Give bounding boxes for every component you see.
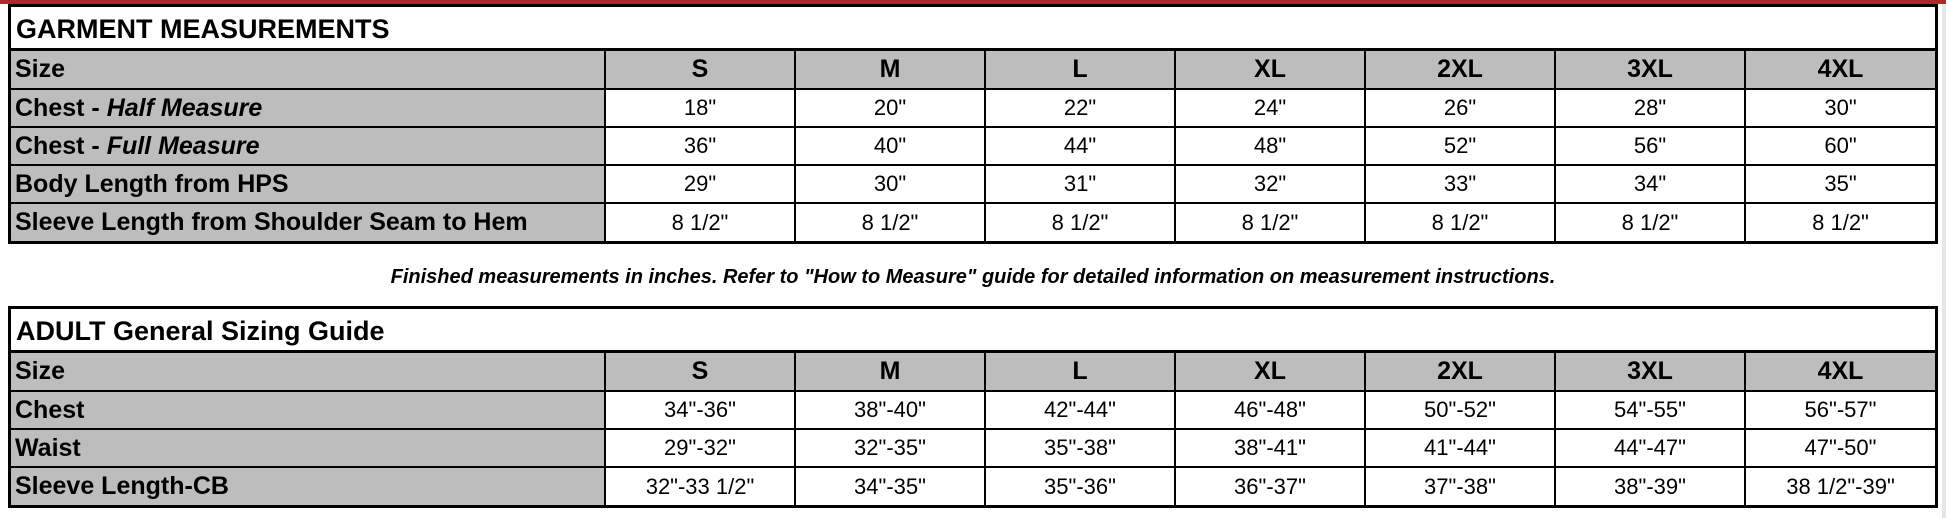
table-row (11, 391, 1935, 429)
table-cell: 29"-32" (605, 429, 795, 467)
table-row (11, 467, 1935, 505)
table-row (11, 203, 1935, 241)
garment-size-2xl: 2XL (1365, 51, 1555, 89)
adult-size-header-row (11, 353, 1935, 391)
row-label-text: Chest - (15, 93, 107, 122)
measurement-note: Finished measurements in inches. Refer to "How to Measure" guide for detailed information on measurement instructions. (390, 266, 1556, 288)
table-cell: 35"-36" (985, 467, 1175, 505)
garment-size-4xl: 4XL (1745, 51, 1935, 89)
table-cell: 32"-35" (795, 429, 985, 467)
garment-size-s: S (605, 51, 795, 89)
row-label-sleeve-length-cb: Sleeve Length-CB (11, 467, 605, 505)
adult-sizing-guide-table (8, 306, 1938, 508)
row-label-chest: Chest (11, 391, 605, 429)
table-cell: 33" (1365, 165, 1555, 203)
row-label-body-length: Body Length from HPS (11, 165, 605, 203)
table-cell: 26" (1365, 89, 1555, 127)
garment-size-3xl: 3XL (1555, 51, 1745, 89)
table-cell: 20" (795, 89, 985, 127)
table-cell: 30" (1745, 89, 1935, 127)
adult-size-l: L (985, 353, 1175, 391)
table-cell: 8 1/2" (605, 203, 795, 241)
table-cell: 8 1/2" (1745, 203, 1935, 241)
table-cell: 46"-48" (1175, 391, 1365, 429)
table-cell: 60" (1745, 127, 1935, 165)
adult-size-3xl: 3XL (1555, 353, 1745, 391)
garment-size-xl: XL (1175, 51, 1365, 89)
table-cell: 40" (795, 127, 985, 165)
garment-size-label: Size (11, 51, 605, 89)
table-cell: 32"-33 1/2" (605, 467, 795, 505)
row-label-sleeve-length: Sleeve Length from Shoulder Seam to Hem (11, 203, 605, 241)
table-cell: 38"-41" (1175, 429, 1365, 467)
adult-size-m: M (795, 353, 985, 391)
table-cell: 44"-47" (1555, 429, 1745, 467)
table-cell: 29" (605, 165, 795, 203)
table-cell: 37"-38" (1365, 467, 1555, 505)
table-cell: 8 1/2" (985, 203, 1175, 241)
row-label-emphasis: Full Measure (106, 131, 260, 160)
adult-size-2xl: 2XL (1365, 353, 1555, 391)
row-label-emphasis: Half Measure (106, 93, 263, 122)
table-cell: 56" (1555, 127, 1745, 165)
adult-size-4xl: 4XL (1745, 353, 1935, 391)
table-cell: 34"-36" (605, 391, 795, 429)
garment-table-title: GARMENT MEASUREMENTS (11, 7, 1935, 51)
garment-grid (11, 51, 1935, 241)
table-cell: 28" (1555, 89, 1745, 127)
garment-size-m: M (795, 51, 985, 89)
table-row (11, 127, 1935, 165)
table-row (11, 165, 1935, 203)
table-cell: 38"-40" (795, 391, 985, 429)
table-cell: 34"-35" (795, 467, 985, 505)
page-right-edge (1942, 4, 1946, 518)
table-cell: 38"-39" (1555, 467, 1745, 505)
table-cell: 34" (1555, 165, 1745, 203)
table-cell: 41"-44" (1365, 429, 1555, 467)
garment-measurements-table (8, 4, 1938, 244)
table-cell: 8 1/2" (1555, 203, 1745, 241)
adult-size-s: S (605, 353, 795, 391)
table-cell: 8 1/2" (1175, 203, 1365, 241)
table-cell: 52" (1365, 127, 1555, 165)
table-cell: 8 1/2" (795, 203, 985, 241)
row-label-text: Chest - (15, 131, 107, 160)
row-label-chest-half (11, 89, 605, 127)
table-cell: 35" (1745, 165, 1935, 203)
adult-size-label: Size (11, 353, 605, 391)
table-cell: 42"-44" (985, 391, 1175, 429)
table-cell: 32" (1175, 165, 1365, 203)
adult-table-title: ADULT General Sizing Guide (11, 309, 1935, 353)
row-label-waist: Waist (11, 429, 605, 467)
table-cell: 18" (605, 89, 795, 127)
table-cell: 54"-55" (1555, 391, 1745, 429)
table-row (11, 89, 1935, 127)
table-cell: 24" (1175, 89, 1365, 127)
adult-size-xl: XL (1175, 353, 1365, 391)
adult-grid (11, 353, 1935, 505)
garment-size-header-row (11, 51, 1935, 89)
table-cell: 8 1/2" (1365, 203, 1555, 241)
table-cell: 35"-38" (985, 429, 1175, 467)
table-cell: 50"-52" (1365, 391, 1555, 429)
row-label-chest-full (11, 127, 605, 165)
table-cell: 56"-57" (1745, 391, 1935, 429)
table-cell: 44" (985, 127, 1175, 165)
table-cell: 31" (985, 165, 1175, 203)
table-cell: 22" (985, 89, 1175, 127)
table-cell: 30" (795, 165, 985, 203)
table-row (11, 429, 1935, 467)
garment-size-l: L (985, 51, 1175, 89)
table-cell: 48" (1175, 127, 1365, 165)
table-cell: 38 1/2"-39" (1745, 467, 1935, 505)
table-cell: 36"-37" (1175, 467, 1365, 505)
table-cell: 36" (605, 127, 795, 165)
table-cell: 47"-50" (1745, 429, 1935, 467)
